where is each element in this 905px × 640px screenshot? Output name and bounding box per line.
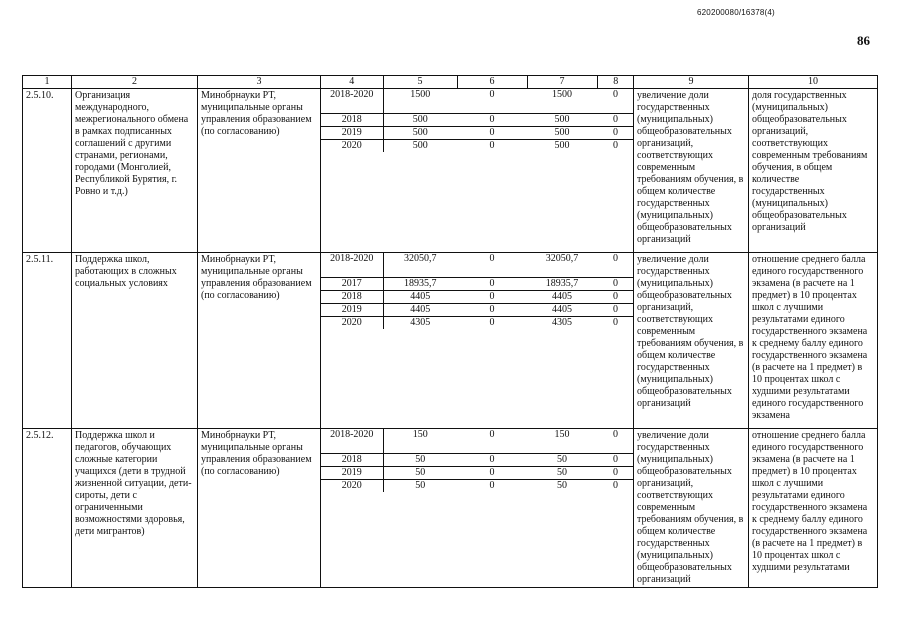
year-row <box>321 290 634 303</box>
year: 2018-2020 <box>321 429 383 453</box>
page-number: 86 <box>857 33 870 48</box>
table-row <box>23 253 878 429</box>
federal: 0 <box>457 429 527 453</box>
header-col-5: 5 <box>383 76 457 88</box>
republic: 150 <box>527 429 597 453</box>
other: 0 <box>597 453 634 466</box>
federal: 0 <box>457 453 527 466</box>
other: 0 <box>613 479 618 491</box>
federal: 0 <box>457 303 527 316</box>
other: 0 <box>597 429 634 453</box>
republic: 4405 <box>527 303 597 316</box>
republic: 50 <box>527 466 597 479</box>
other: 0 <box>613 316 618 328</box>
republic: 18935,7 <box>527 277 597 290</box>
header-col-6: 6 <box>457 76 527 88</box>
republic: 32050,7 <box>527 253 597 277</box>
header-col-2: 2 <box>72 76 198 89</box>
header-cols-4-8 <box>321 76 634 89</box>
federal: 0 <box>457 290 527 303</box>
header-col-8: 8 <box>613 76 619 87</box>
year-row <box>321 429 634 453</box>
year: 2018-2020 <box>321 253 383 277</box>
republic: 500 <box>527 113 597 126</box>
year: 2020 <box>321 479 383 492</box>
expected-result: увеличение доли государственных (муниципальных) общеобразовательных организаций, соответствующих современным требованиям обучения, в общем количестве государственных (муниципальных) общеобразовательных организаций <box>634 253 749 429</box>
expected-result: увеличение доли государственных (муниципальных) общеобразовательных организаций, соответствующих современным требованиям обучения, в общем количестве государственных (муниципальных) общеобразовательных организаций <box>634 89 749 253</box>
year-row <box>321 89 634 113</box>
target-indicator: отношение среднего балла единого государственного экзамена (в расчете на 1 предмет) в 10 процентах школ с лучшими результатами единого государственного экзамена к среднему баллу единого государственного экзамена (в расчете на 1 предмет) в 10 процентах школ с худшими результатами <box>749 429 878 588</box>
year-row <box>321 479 634 492</box>
year: 2018 <box>321 453 383 466</box>
measure-name: Поддержка школ и педагогов, обучающих сложные категории учащихся (дети в трудной жизненной ситуации, дети-сироты, дети с ограниченными возможностями здоровья, дети мигрантов) <box>72 429 198 588</box>
total: 50 <box>383 453 457 466</box>
total: 1500 <box>383 89 457 113</box>
republic: 1500 <box>527 89 597 113</box>
year: 2019 <box>321 303 383 316</box>
year-row <box>321 126 634 139</box>
total: 4405 <box>383 290 457 303</box>
funding-by-year <box>321 429 634 588</box>
total: 500 <box>412 139 428 151</box>
funding-by-year <box>321 253 634 429</box>
federal: 0 <box>457 466 527 479</box>
header-col-7: 7 <box>527 76 597 88</box>
executor: Минобрнауки РТ, муниципальные органы управления образованием (по согласованию) <box>198 89 321 253</box>
republic: 4405 <box>527 290 597 303</box>
federal: 0 <box>489 139 495 151</box>
year: 2017 <box>321 277 383 290</box>
year: 2020 <box>321 139 383 152</box>
federal: 0 <box>457 89 527 113</box>
other: 0 <box>597 253 634 277</box>
total: 50 <box>383 466 457 479</box>
year-row <box>321 139 634 152</box>
target-indicator: доля государственных (муниципальных) общеобразовательных организаций, соответствующих современным требованиям обучения, в общем количестве государственных (муниципальных) общеобразовательных организаций <box>749 89 878 253</box>
table-row <box>23 429 878 588</box>
funding-by-year <box>321 89 634 253</box>
republic: 50 <box>557 479 567 491</box>
year: 2018-2020 <box>321 89 383 113</box>
total: 150 <box>383 429 457 453</box>
year: 2018 <box>321 113 383 126</box>
year: 2018 <box>321 290 383 303</box>
federal: 0 <box>457 253 527 277</box>
header-col-10: 10 <box>749 76 878 89</box>
column-header-row <box>23 76 878 89</box>
total: 500 <box>383 126 457 139</box>
other: 0 <box>597 126 634 139</box>
header-col-4: 4 <box>321 76 383 88</box>
year-row <box>321 453 634 466</box>
year-row <box>321 303 634 316</box>
table-row <box>23 89 878 253</box>
total: 50 <box>415 479 426 491</box>
row-number: 2.5.10. <box>23 89 72 253</box>
row-number: 2.5.11. <box>23 253 72 429</box>
year-row <box>321 253 634 277</box>
federal: 0 <box>489 316 495 328</box>
year: 2019 <box>321 466 383 479</box>
other: 0 <box>597 290 634 303</box>
total: 4305 <box>410 316 431 328</box>
header-col-9: 9 <box>634 76 749 89</box>
measure-name: Поддержка школ, работающих в сложных социальных условиях <box>72 253 198 429</box>
other: 0 <box>597 277 634 290</box>
expected-result: увеличение доли государственных (муниципальных) общеобразовательных организаций, соответствующих современным требованиям обучения, в общем количестве государственных (муниципальных) общеобразовательных организаций <box>634 429 749 588</box>
year: 2019 <box>321 126 383 139</box>
header-col-1: 1 <box>23 76 72 89</box>
target-indicator: отношение среднего балла единого государственного экзамена (в расчете на 1 предмет) в 10 процентах школ с лучшими результатами единого государственного экзамена к среднему баллу единого государственного экзамена (в расчете на 1 предмет) в 10 процентах школ с худшими результатами единого государственного экзамена <box>749 253 878 429</box>
year-row <box>321 466 634 479</box>
header-col-3: 3 <box>198 76 321 89</box>
republic: 4305 <box>552 316 572 328</box>
total: 500 <box>383 113 457 126</box>
measures-table <box>22 75 878 588</box>
total: 18935,7 <box>383 277 457 290</box>
executor: Минобрнауки РТ, муниципальные органы управления образованием (по согласованию) <box>198 253 321 429</box>
federal: 0 <box>489 479 495 491</box>
other: 0 <box>597 113 634 126</box>
federal: 0 <box>457 277 527 290</box>
total: 4405 <box>383 303 457 316</box>
document-number: 620200080/16378(4) <box>697 8 775 17</box>
other: 0 <box>597 303 634 316</box>
other: 0 <box>597 466 634 479</box>
row-number: 2.5.12. <box>23 429 72 588</box>
federal: 0 <box>457 126 527 139</box>
measure-name: Организация международного, межрегионального обмена в рамках подписанных соглашений с другими странами, регионами, городами (Монголией, Республикой Бурятия, г. Ровно и т.д.) <box>72 89 198 253</box>
year-row <box>321 277 634 290</box>
federal: 0 <box>457 113 527 126</box>
year-row <box>321 113 634 126</box>
republic: 50 <box>527 453 597 466</box>
other: 0 <box>597 89 634 113</box>
year: 2020 <box>321 316 383 329</box>
republic: 500 <box>554 139 570 151</box>
total: 32050,7 <box>383 253 457 277</box>
republic: 500 <box>527 126 597 139</box>
other: 0 <box>613 139 618 151</box>
year-row <box>321 316 634 329</box>
executor: Минобрнауки РТ, муниципальные органы управления образованием (по согласованию) <box>198 429 321 588</box>
